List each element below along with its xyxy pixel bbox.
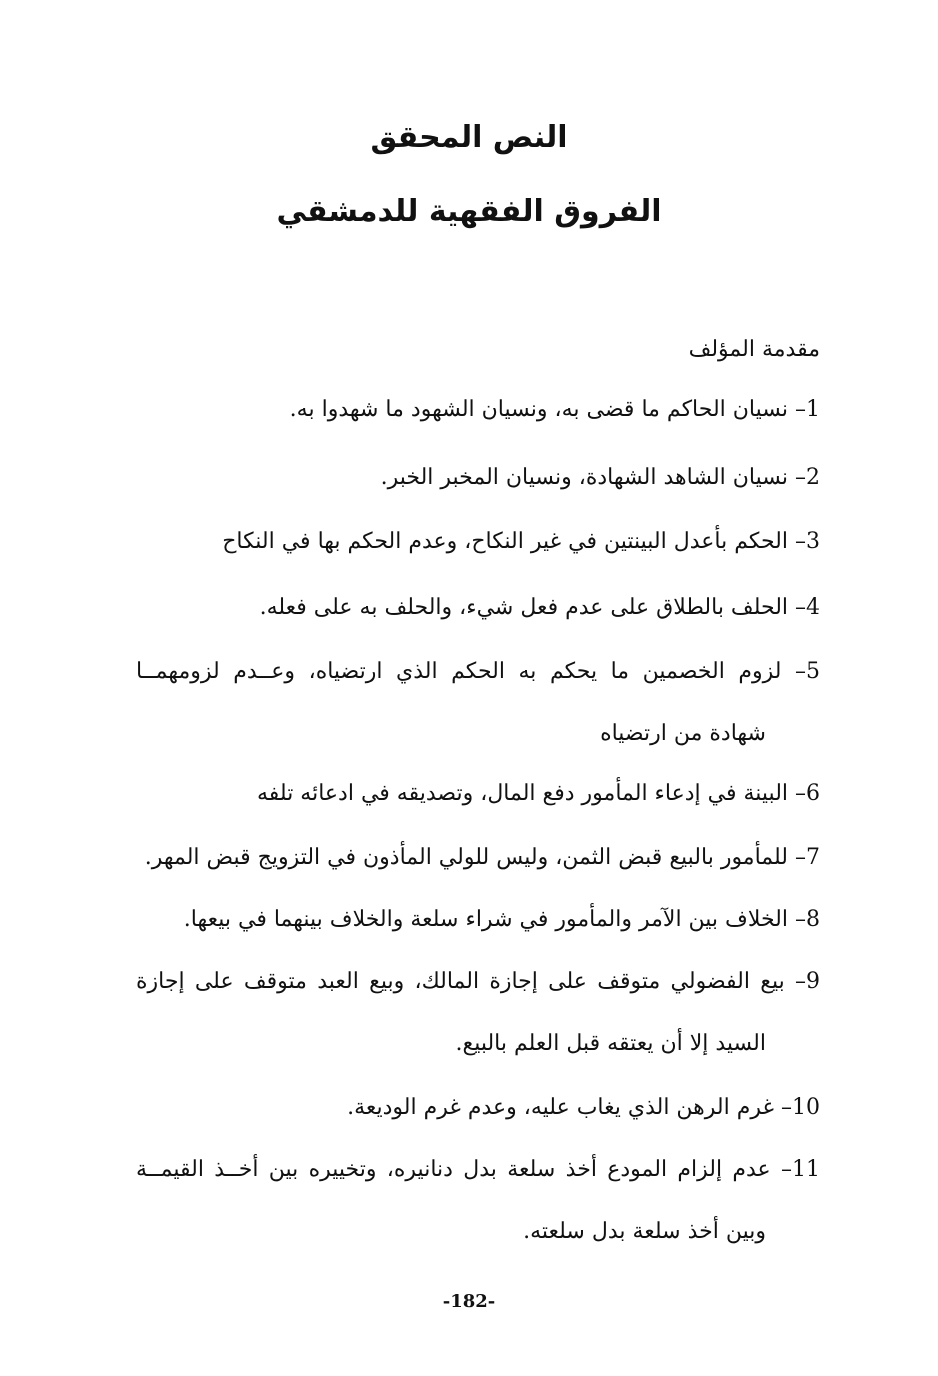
list-item-text: 3– الحكم بأعدل البينتين في غير النكاح، وعدم الحكم بها في النكاح (222, 529, 820, 554)
list-item-text: 2– نسيان الشاهد الشهادة، ونسيان المخبر الخبر. (380, 465, 820, 490)
list-item-text: 7– للمأمور بالبيع قبض الثمن، وليس للولي المأذون في التزويج قبض المهر. (144, 845, 820, 870)
list-item (128, 778, 820, 810)
list-item (128, 592, 820, 624)
list-item-text: 8– الخلاف بين الآمر والمأمور في شراء سلعة والخلاف بينهما في بيعها. (183, 907, 820, 932)
list-item (128, 462, 820, 494)
intro-heading: مقدمة المؤلف (688, 337, 820, 362)
list-item (128, 394, 820, 426)
list-item-continuation: وبين أخذ سلعة بدل سلعته. (523, 1219, 766, 1244)
list-item-text: 5– لزوم الخصمين ما يحكم به الحكم الذي ارتضياه، وعــدم لزومهمــا (136, 659, 820, 684)
list-item-text: 11– عدم إلزام المودع أخذ سلعة بدل دنانيره، وتخييره بين أخــذ القيمــة (136, 1157, 820, 1182)
list-item-text: 10– غرم الرهن الذي يغاب عليه، وعدم غرم الوديعة. (347, 1095, 820, 1120)
list-item-text: 1– نسيان الحاكم ما قضى به، ونسيان الشهود ما شهدوا به. (289, 397, 820, 422)
list-item (136, 1154, 820, 1248)
page-title: النص المحقق (370, 120, 568, 155)
list-item (128, 1092, 820, 1124)
list-item-continuation: السيد إلا أن يعتقه قبل العلم بالبيع. (455, 1031, 766, 1056)
list-item-text: 6– البينة في إدعاء المأمور دفع المال، وتصديقه في ادعائه تلفه (256, 781, 820, 806)
list-item (136, 966, 820, 1060)
list-item-continuation: شهادة من ارتضياه (600, 721, 766, 746)
list-item (128, 842, 820, 874)
list-item (136, 656, 820, 750)
list-item-text: 4– الحلف بالطلاق على عدم فعل شيء، والحلف به على فعله. (259, 595, 820, 620)
list-item (128, 904, 820, 936)
page-number: -182- (442, 1291, 496, 1312)
list-item (128, 526, 820, 558)
list-item-text: 9– بيع الفضولي متوقف على إجازة المالك، وبيع العبد متوقف على إجازة (136, 969, 820, 994)
page-subtitle: الفروق الفقهية للدمشقي (276, 194, 662, 229)
